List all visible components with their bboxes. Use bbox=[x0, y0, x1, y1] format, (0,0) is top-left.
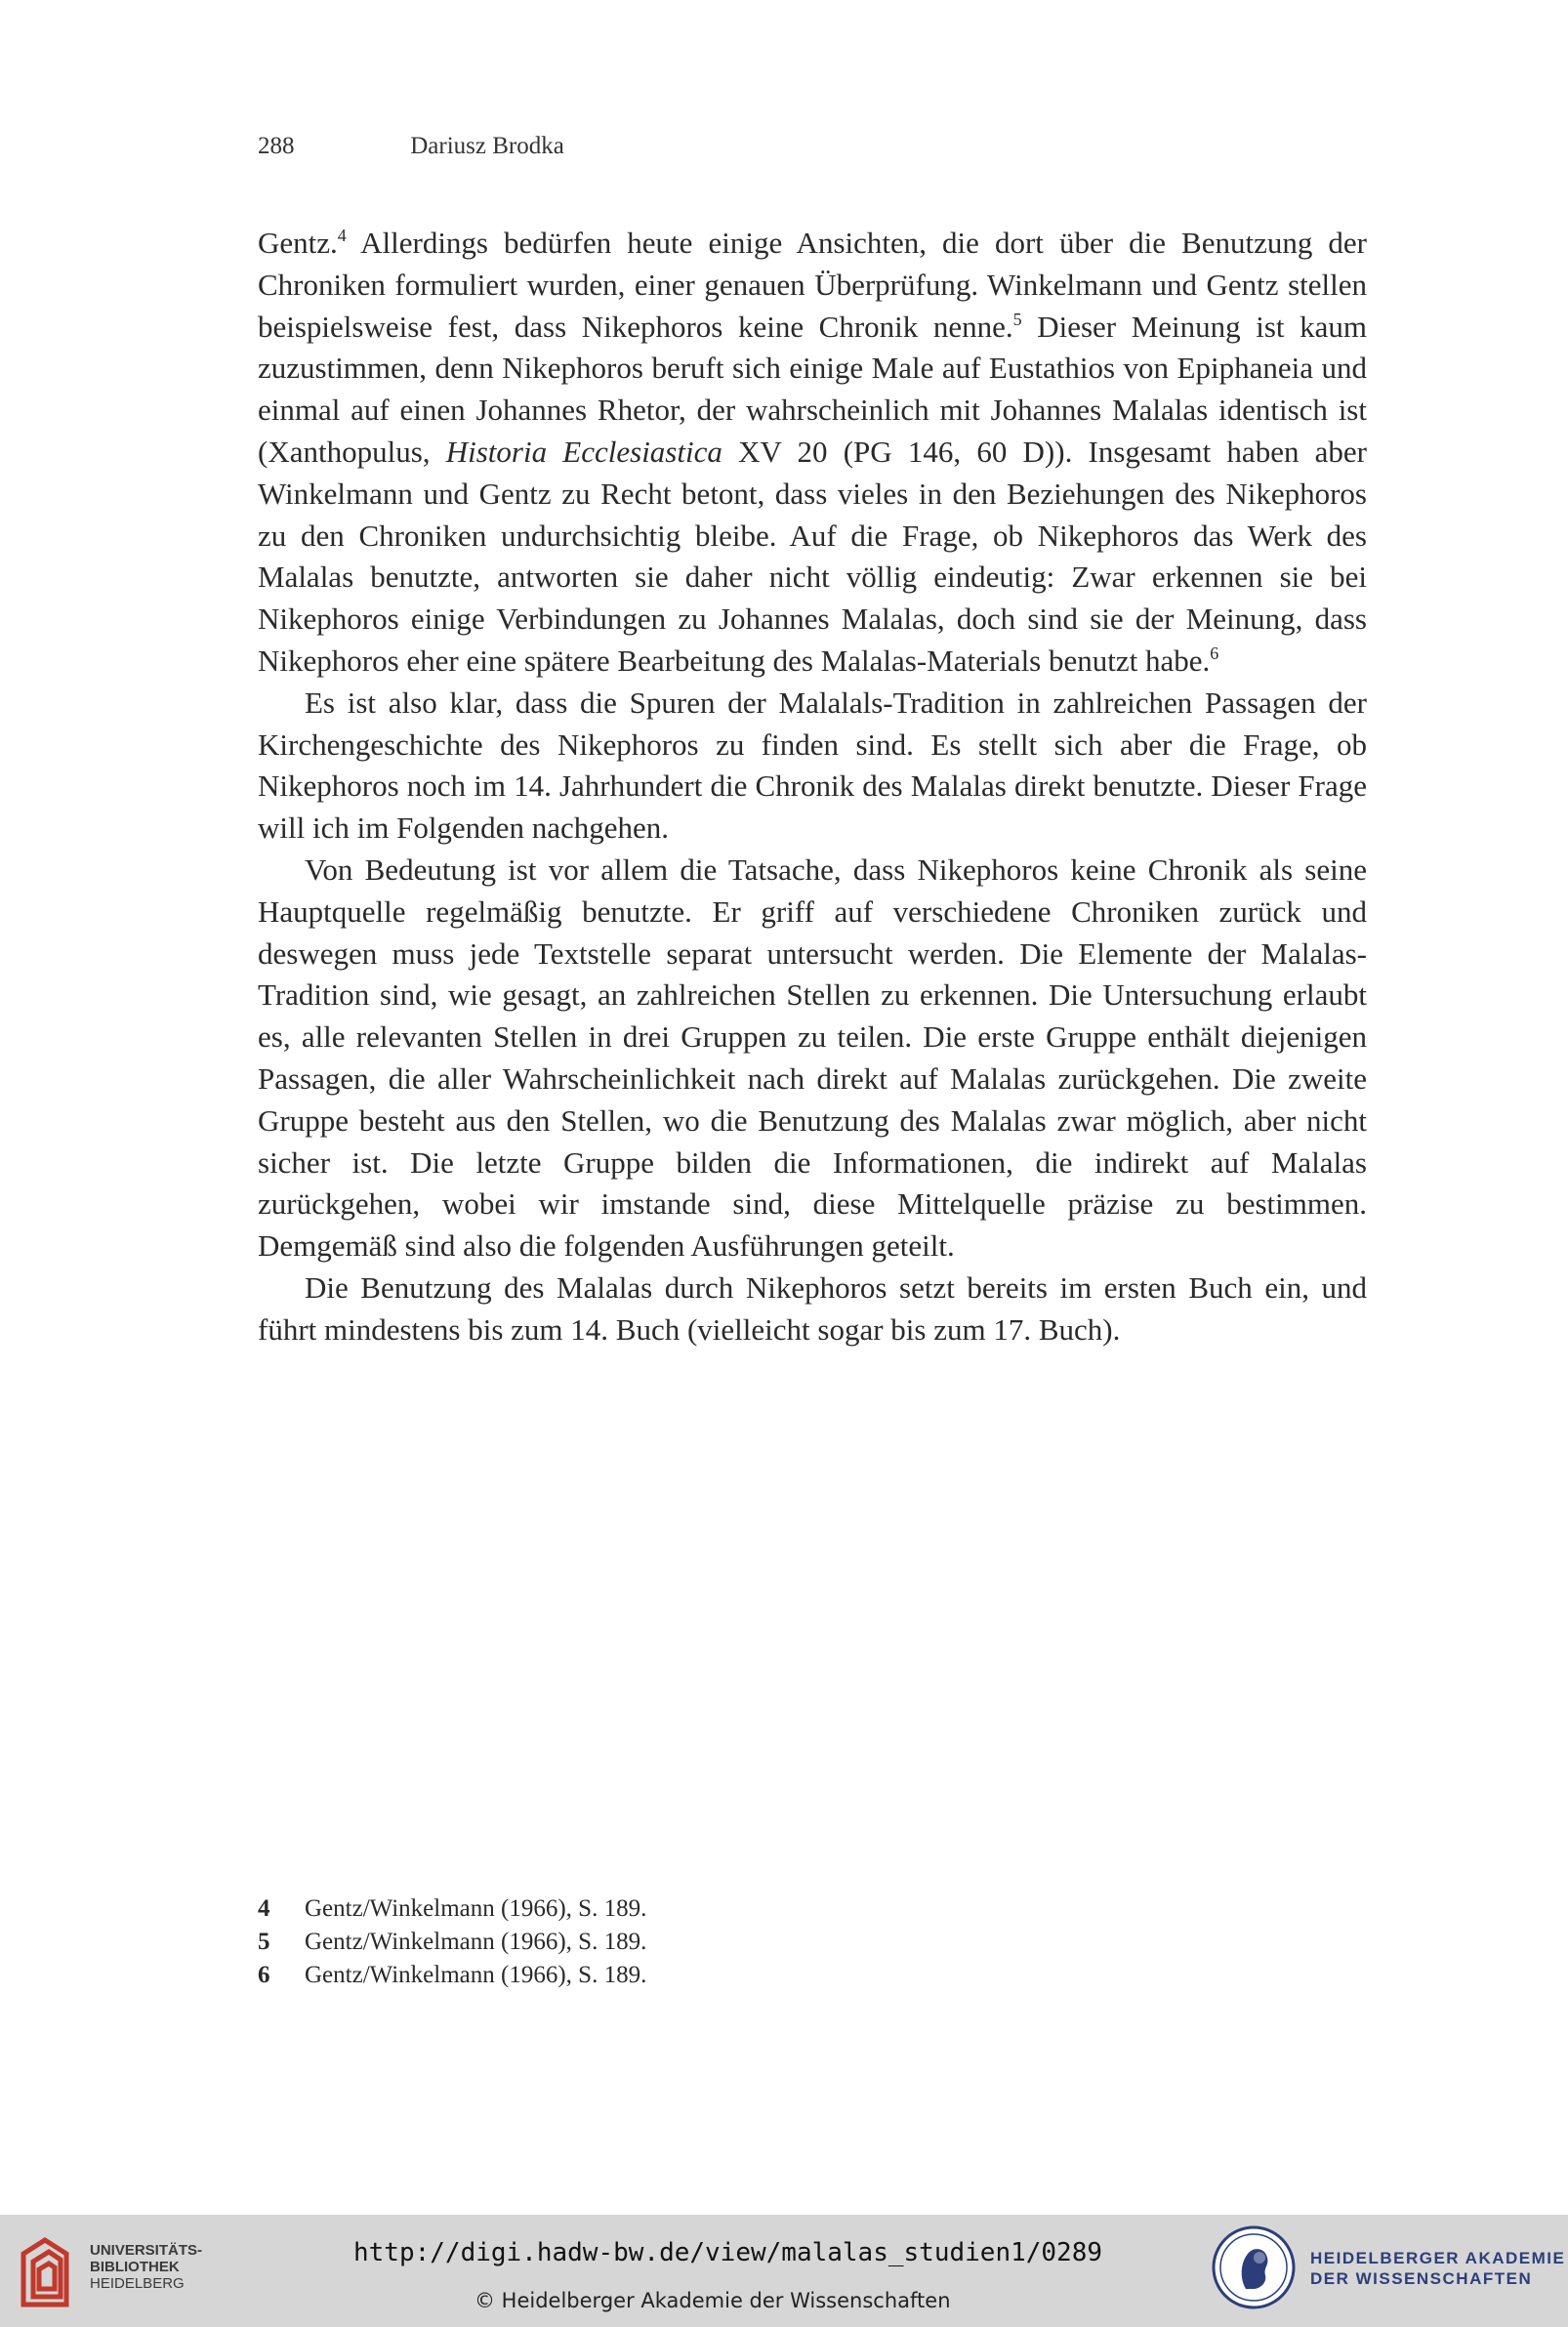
footnote-ref-6[interactable]: 6 bbox=[1210, 643, 1219, 663]
p1-text-a: Gentz. bbox=[258, 226, 338, 260]
running-author: Dariusz Brodka bbox=[410, 133, 564, 159]
footnote-text: Gentz/Winkelmann (1966), S. 189. bbox=[305, 1895, 647, 1922]
footnote-ref-5[interactable]: 5 bbox=[1012, 309, 1022, 329]
hadw-text bbox=[1310, 2248, 1565, 2289]
italic-title: Historia Ecclesiastica bbox=[445, 434, 722, 469]
document-url-link[interactable]: http://digi.hadw-bw.de/view/malalas_studien1/0289 bbox=[353, 2238, 1103, 2267]
p1-text-d: XV 20 (PG 146, 60 D)). Insgesamt haben aber Winkelmann und Gentz zu Recht betont, dass vieles in den Beziehungen des Nikephoros zu den Chroniken undurchsichtig bleibe. Auf die Frage, ob Nikephoros das Werk des Malalas benutzte, antworten sie daher nicht völlig eindeutig: Zwar erkennen sie bei Nikephoros einige Verbindungen zu Johannes Malalas, doch sind sie der Meinung, dass Nikephoros eher eine spätere Bearbeitung des Malalas-Materials benutzt habe. bbox=[258, 434, 1368, 678]
footnote-number: 4 bbox=[258, 1895, 270, 1922]
hadw-line-2: DER WISSENSCHAFTEN bbox=[1310, 2269, 1533, 2288]
footnotes bbox=[258, 1892, 1332, 1992]
copyright-notice: © Heidelberger Akademie der Wissenschaften bbox=[475, 2289, 951, 2312]
footnote-number: 5 bbox=[258, 1929, 270, 1955]
running-header bbox=[258, 133, 564, 160]
footnote-number: 6 bbox=[258, 1962, 270, 1988]
paragraph-1 bbox=[258, 223, 1367, 683]
hadw-line-1: HEIDELBERGER AKADEMIE bbox=[1310, 2249, 1566, 2267]
main-text bbox=[258, 223, 1367, 1351]
footnote bbox=[258, 1959, 1332, 1992]
ub-line-3: HEIDELBERG bbox=[90, 2275, 185, 2292]
paragraph-3: Von Bedeutung ist vor allem die Tatsache, dass Nikephoros keine Chronik als seine Hauptquelle regelmäßig benutzte. Er griff auf verschiedene Chroniken zurück und deswegen muss jede Textstelle separat untersucht werden. Die Elemente der Malalas-Tradition sind, wie gesagt, an zahlreichen Stellen zu erkennen. Die Untersuchung erlaubt es, alle relevanten Stellen in drei Gruppen zu teilen. Die erste Gruppe enthält diejenigen Passagen, die aller Wahrscheinlichkeit nach direkt auf Malalas zurückgehen. Die zweite Gruppe besteht aus den Stellen, wo die Benutzung des Malalas zwar möglich, aber nicht sicher ist. Die letzte Gruppe bilden die Informationen, die indirekt auf Malalas zurückgehen, wobei wir imstande sind, diese Mittelquelle präzise zu bestimmen. Demgemäß sind also die folgenden Ausführungen geteilt. bbox=[258, 852, 1367, 1264]
ub-line-1: UNIVERSITÄTS- bbox=[90, 2242, 203, 2259]
ub-line-2: BIBLIOTHEK bbox=[90, 2259, 180, 2275]
footnote bbox=[258, 1892, 1332, 1926]
footer-bar bbox=[0, 2215, 1568, 2327]
p1-text-c: Dieser Meinung ist kaum zuzustimmen, denn Nikephoros beruft sich einige Male auf Eustathios von Epiphaneia und einmal auf einen Johannes Rhetor, der wahrscheinlich mit Johannes Malalas identisch ist (Xanthopulus, bbox=[258, 309, 1367, 469]
footnote-ref-4[interactable]: 4 bbox=[337, 226, 347, 245]
paragraph-4: Die Benutzung des Malalas durch Nikephoros setzt bereits im ersten Buch ein, und führt mindestens bis zum 14. Buch (vielleicht sogar bis zum 17. Buch). bbox=[258, 1269, 1367, 1347]
hadw-seal-icon[interactable] bbox=[1211, 2224, 1297, 2310]
p1-text-b: Allerdings bedürfen heute einige Ansichten, die dort über die Benutzung der Chroniken formuliert wurden, einer genauen Überprüfung. Winkelmann und Gentz stellen beispielsweise fest, dass Nikephoros keine Chronik nenne. bbox=[258, 226, 1367, 344]
page-number: 288 bbox=[258, 133, 295, 159]
footnote bbox=[258, 1926, 1332, 1959]
paragraph-2: Es ist also klar, dass die Spuren der Malalals-Tradition in zahlreichen Passagen der Kirchengeschichte des Nikephoros zu finden sind. Es stellt sich aber die Frage, ob Nikephoros noch im 14. Jahrhundert die Chronik des Malalas direkt benutzte. Dieser Frage will ich im Folgenden nachgehen. bbox=[258, 685, 1367, 846]
footnote-text: Gentz/Winkelmann (1966), S. 189. bbox=[305, 1929, 647, 1955]
ub-heidelberg-logo-icon[interactable] bbox=[16, 2232, 84, 2312]
ub-heidelberg-text bbox=[90, 2242, 202, 2292]
footnote-text: Gentz/Winkelmann (1966), S. 189. bbox=[305, 1962, 647, 1988]
